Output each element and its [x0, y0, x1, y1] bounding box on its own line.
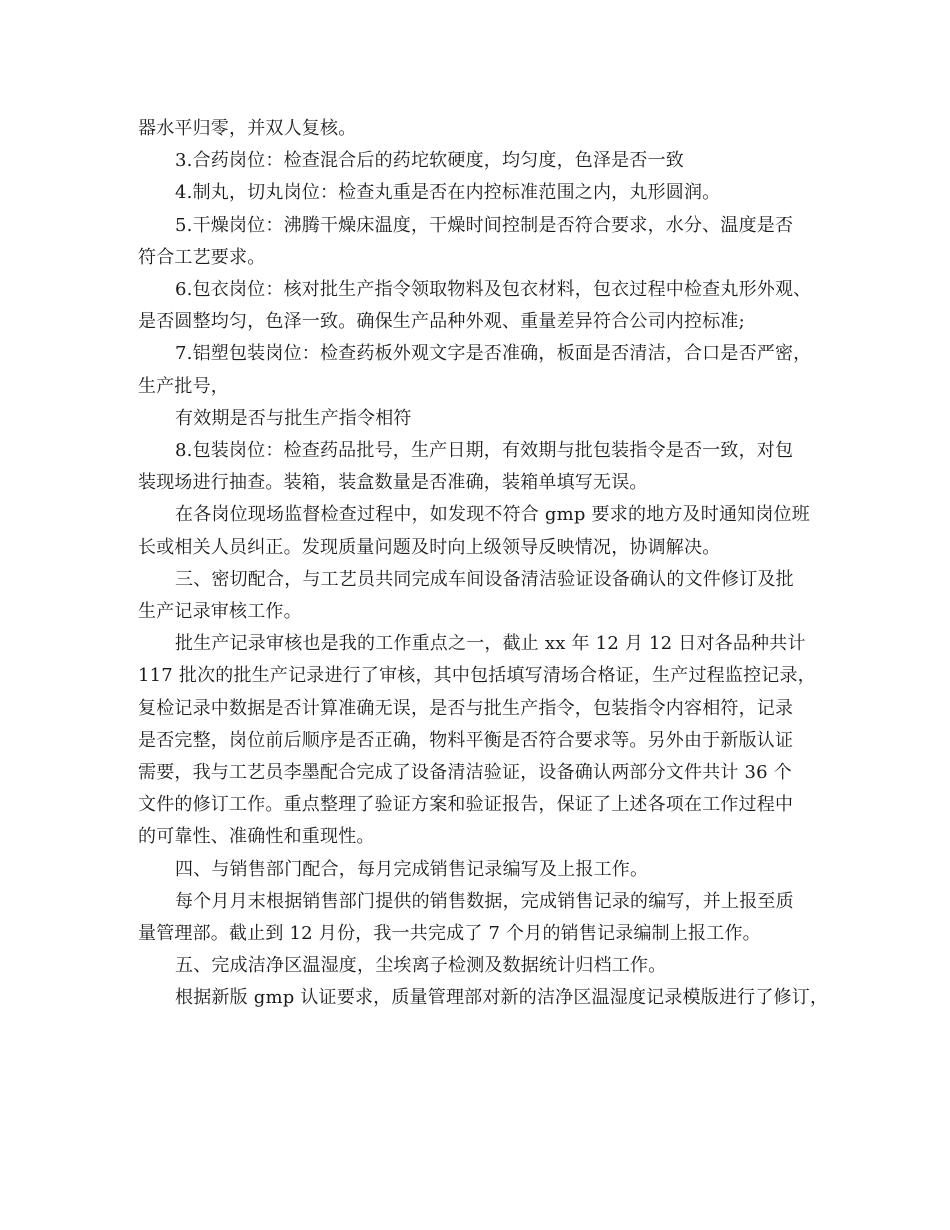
- text-line: 是否圆整均匀，色泽一致。确保生产品种外观、重量差异符合公司内控标准;: [138, 311, 745, 333]
- text-line: 生产批号，: [138, 375, 229, 397]
- text-line: 量管理部。截止到 12 月份，我一共完成了 7 个月的销售记录编制上报工作。: [138, 923, 761, 944]
- text-line: 四、与销售部门配合，每月完成销售记录编写及上报工作。: [175, 858, 649, 880]
- text-line: 文件的修订工作。重点整理了验证方案和验证报告，保证了上述各项在工作过程中: [138, 794, 794, 816]
- text-line: 是否完整，岗位前后顺序是否正确，物料平衡是否符合要求等。另外由于新版认证: [138, 729, 794, 751]
- text-line: 符合工艺要求。: [138, 246, 266, 268]
- text-line: 的可靠性、准确性和重现性。: [138, 826, 375, 848]
- text-line: 6.包衣岗位：核对批生产指令领取物料及包衣材料，包衣过程中检查丸形外观、: [175, 279, 812, 300]
- text-line: 5.干燥岗位：沸腾干燥床温度，干燥时间控制是否符合要求，水分、温度是否: [175, 214, 794, 236]
- text-line: 4.制丸，切丸岗位：检查丸重是否在内控标准范围之内，丸形圆润。: [175, 182, 721, 204]
- text-line: 生产记录审核工作。: [138, 601, 302, 622]
- text-line: 有效期是否与批生产指令相符: [175, 407, 412, 429]
- text-line: 3.合药岗位：检查混合后的药坨软硬度，均匀度，色泽是否一致: [175, 150, 684, 172]
- text-line: 在各岗位现场监督检查过程中，如发现不符合 gmp 要求的地方及时通知岗位班: [175, 504, 810, 526]
- text-line: 117 批次的批生产记录进行了审核，其中包括填写清场合格证，生产过程监控记录，: [138, 665, 816, 687]
- text-line: 复检记录中数据是否计算准确无误，是否与批生产指令，包装指令内容相符，记录: [138, 697, 794, 719]
- text-line: 器水平归零，并双人复核。: [138, 118, 357, 139]
- text-line: 五、完成洁净区温湿度，尘埃离子检测及数据统计归档工作。: [175, 955, 667, 977]
- text-line: 每个月月末根据销售部门提供的销售数据，完成销售记录的编写，并上报至质: [175, 890, 794, 912]
- text-line: 批生产记录审核也是我的工作重点之一，截止 xx 年 12 月 12 日对各品种共计: [175, 633, 806, 655]
- text-line: 需要，我与工艺员李墨配合完成了设备清洁验证，设备确认两部分文件共计 36 个: [138, 762, 792, 783]
- text-line: 8.包装岗位：检查药品批号，生产日期，有效期与批包装指令是否一致，对包: [175, 440, 794, 461]
- text-line: 7.铝塑包装岗位：检查药板外观文字是否准确，板面是否清洁，合口是否严密，: [175, 343, 812, 365]
- text-line: 三、密切配合，与工艺员共同完成车间设备清洁验证设备确认的文件修订及批: [175, 568, 794, 590]
- text-line: 根据新版 gmp 认证要求，质量管理部对新的洁净区温湿度记录模版进行了修订，: [175, 987, 829, 1009]
- text-line: 长或相关人员纠正。发现质量问题及时向上级领导反映情况，协调解决。: [138, 536, 721, 558]
- text-line: 装现场进行抽查。装箱，装盒数量是否准确，装箱单填写无误。: [138, 472, 648, 494]
